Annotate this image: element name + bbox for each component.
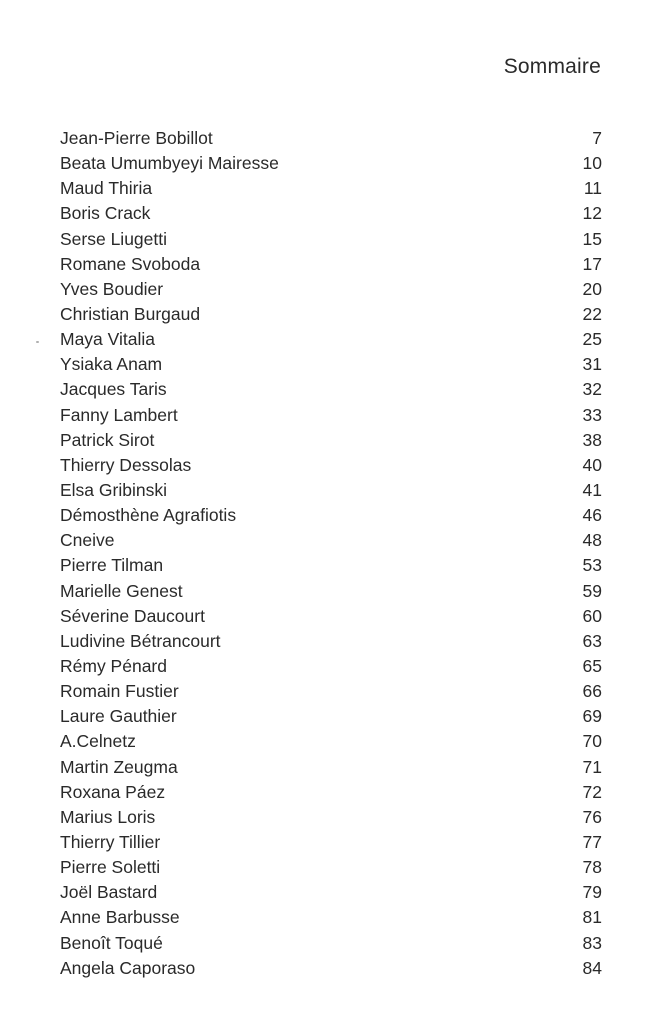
toc-entry-author: Pierre Soletti — [60, 857, 161, 878]
toc-entry-author: Elsa Gribinski — [60, 479, 167, 500]
toc-entry-page-number: 15 — [582, 228, 602, 249]
toc-entry-page-number: 66 — [582, 681, 602, 702]
toc-entry-page-number: 46 — [582, 505, 602, 526]
toc-entry-page-number: 17 — [582, 253, 602, 274]
toc-entry-author: Laure Gauthier — [60, 706, 177, 727]
toc-entry-page-number: 20 — [582, 278, 602, 299]
toc-entry-page-number: 79 — [582, 882, 602, 903]
toc-entry — [60, 802, 602, 827]
toc-entry — [60, 123, 602, 148]
toc-entry — [60, 726, 602, 751]
toc-entry-page-number: 22 — [582, 303, 602, 324]
toc-entry-page-number: 7 — [592, 128, 602, 148]
toc-entry-page-number: 31 — [582, 354, 602, 375]
toc-entry-page-number: 63 — [582, 630, 602, 651]
toc-entry — [60, 475, 602, 500]
toc-entry — [60, 626, 602, 651]
toc-entry-author: Beata Umumbyeyi Mairesse — [60, 153, 279, 174]
toc-entry — [60, 852, 602, 877]
toc-entry-page-number: 84 — [582, 957, 602, 978]
toc-entry-author: Boris Crack — [60, 203, 151, 224]
toc-entry-author: Maud Thiria — [60, 178, 153, 199]
toc-entry — [60, 450, 602, 475]
paper-speck — [36, 341, 39, 343]
toc-entry-author: Séverine Daucourt — [60, 605, 205, 626]
toc-entry — [60, 324, 602, 349]
toc-entry-author: Serse Liugetti — [60, 228, 168, 249]
toc-entry-page-number: 48 — [582, 530, 602, 551]
toc-entry-page-number: 76 — [582, 806, 602, 827]
toc-entry — [60, 425, 602, 450]
toc-entry-author: Maya Vitalia — [60, 329, 156, 350]
toc-entry-author: Angela Caporaso — [60, 957, 196, 978]
toc-entry-author: Marius Loris — [60, 806, 156, 827]
toc-entry — [60, 349, 602, 374]
toc-entry — [60, 525, 602, 550]
toc-entry-author: Ysiaka Anam — [60, 354, 163, 375]
toc-entry-page-number: 60 — [582, 605, 602, 626]
toc-entry-page-number: 71 — [582, 756, 602, 777]
toc-entry — [60, 224, 602, 249]
toc-entry — [60, 550, 602, 575]
toc-entry — [60, 928, 602, 953]
toc-entry-page-number: 83 — [582, 932, 602, 953]
toc-entry-author: Benoît Toqué — [60, 932, 163, 953]
toc-entry — [60, 827, 602, 852]
page-title: Sommaire — [503, 55, 601, 78]
toc-entry — [60, 274, 602, 299]
toc-entry-author: Jean-Pierre Bobillot — [60, 128, 213, 148]
toc-entry-author: Ludivine Bétrancourt — [60, 630, 221, 651]
toc-entry-page-number: 11 — [583, 178, 602, 199]
toc-entry — [60, 902, 602, 927]
toc-entry-page-number: 32 — [582, 379, 602, 400]
toc-entry-page-number: 33 — [582, 404, 602, 425]
toc-entry-author: Martin Zeugma — [60, 756, 178, 777]
toc-entry — [60, 299, 602, 324]
toc-entry — [60, 198, 602, 223]
toc-entry-author: Rémy Pénard — [60, 655, 167, 676]
toc-entry-page-number: 53 — [582, 555, 602, 576]
toc-entry-page-number: 70 — [582, 731, 602, 752]
toc-entry-page-number: 65 — [582, 655, 602, 676]
toc-entry — [60, 651, 602, 676]
toc-entry-author: Joël Bastard — [60, 882, 158, 903]
toc-entry-author: Cneive — [60, 530, 115, 551]
toc-entry — [60, 676, 602, 701]
toc-entry — [60, 148, 602, 173]
toc-entry-page-number: 78 — [582, 857, 602, 878]
toc-entry-author: Romane Svoboda — [60, 253, 201, 274]
toc-entry — [60, 576, 602, 601]
toc-entry-author: Anne Barbusse — [60, 907, 180, 928]
toc-entry-page-number: 59 — [582, 580, 602, 601]
toc-entry — [60, 374, 602, 399]
toc-entry-author: Jacques Taris — [60, 379, 167, 400]
toc-entry-author: Roxana Páez — [60, 781, 166, 802]
toc-entry-author: Fanny Lambert — [60, 404, 178, 425]
toc-entry — [60, 701, 602, 726]
toc-entry-page-number: 81 — [582, 907, 602, 928]
toc-entry-author: Romain Fustier — [60, 681, 179, 702]
toc-entry-page-number: 77 — [582, 831, 602, 852]
toc-entry — [60, 601, 602, 626]
toc-entry-author: Thierry Dessolas — [60, 454, 192, 475]
toc-entry-author: Thierry Tillier — [60, 831, 161, 852]
toc-entry — [60, 777, 602, 802]
toc-entry-author: Marielle Genest — [60, 580, 183, 601]
toc-entry — [60, 249, 602, 274]
toc-entry-author: Christian Burgaud — [60, 303, 201, 324]
toc-entry-author: Pierre Tilman — [60, 555, 164, 576]
toc-entry-page-number: 41 — [582, 479, 602, 500]
toc-entry-page-number: 38 — [582, 429, 602, 450]
toc-entry-author: Patrick Sirot — [60, 429, 155, 450]
toc-entry-page-number: 25 — [582, 329, 602, 350]
toc-entry-author: Yves Boudier — [60, 278, 164, 299]
toc-entry — [60, 953, 602, 978]
toc-entry-page-number: 10 — [582, 153, 602, 174]
toc-entry — [60, 877, 602, 902]
toc-entry-page-number: 40 — [582, 454, 602, 475]
toc-entry-author: Démosthène Agrafiotis — [60, 505, 237, 526]
toc-entry-page-number: 72 — [582, 781, 602, 802]
toc-entry-page-number: 69 — [582, 706, 602, 727]
toc-entry — [60, 173, 602, 198]
table-of-contents — [60, 123, 602, 978]
toc-entry — [60, 752, 602, 777]
toc-entry — [60, 400, 602, 425]
toc-entry — [60, 500, 602, 525]
toc-entry-page-number: 12 — [582, 203, 602, 224]
toc-entry-author: A.Celnetz — [60, 731, 136, 752]
